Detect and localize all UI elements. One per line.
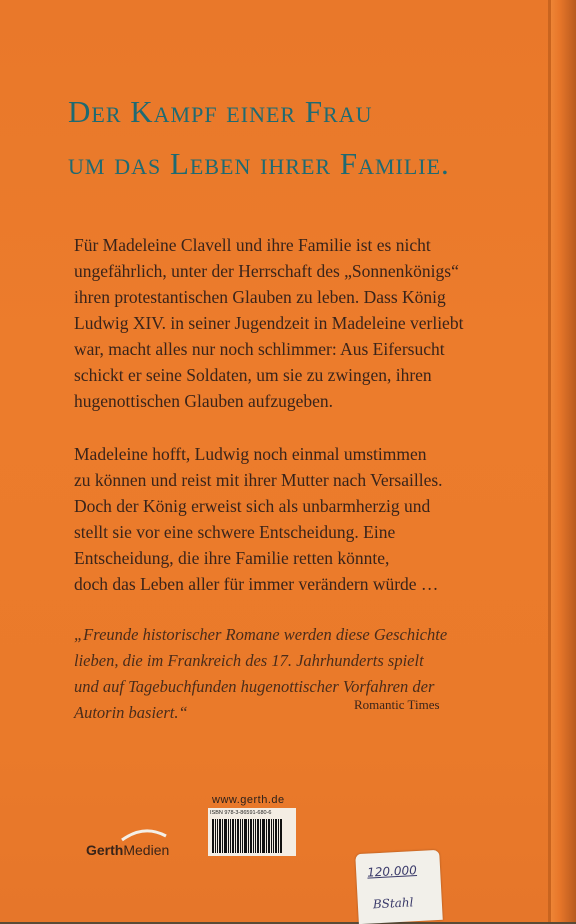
text-line: Ludwig XIV. in seiner Jugendzeit in Madeleine verliebt [74, 313, 464, 333]
review-quote [74, 622, 514, 726]
headline-line-1: Der Kampf einer Frau [68, 94, 373, 129]
price-sticker [355, 850, 443, 924]
text-line: Doch der König erweist sich als unbarmherzig und [74, 496, 431, 516]
text-line: schickt er seine Soldaten, um sie zu zwingen, ihren [74, 365, 432, 385]
text-line: war, macht alles nur noch schlimmer: Aus Eifersucht [74, 339, 445, 359]
publisher-name: GerthMedien [86, 842, 170, 858]
blurb-paragraph-1 [74, 232, 494, 414]
logo-swoosh-icon [120, 826, 168, 842]
headline [68, 86, 538, 190]
quote-line: „Freunde historischer Romane werden diese Geschichte [74, 625, 448, 644]
text-line: zu können und reist mit ihrer Mutter nach Versailles. [74, 470, 443, 490]
quote-line: lieben, die im Frankreich des 17. Jahrhunderts spielt [74, 651, 424, 670]
text-line: Madeleine hofft, Ludwig noch einmal umstimmen [74, 444, 427, 464]
headline-line-2: um das Leben ihrer Familie. [68, 146, 450, 181]
text-line: Für Madeleine Clavell und ihre Familie ist es nicht [74, 235, 431, 255]
text-line: hugenottischen Glauben aufzugeben. [74, 391, 334, 411]
quote-line: und auf Tagebuchfunden hugenottischer Vorfahren der [74, 677, 435, 696]
blurb-paragraph-2 [74, 441, 494, 597]
publisher-url: www.gerth.de [212, 794, 285, 806]
quote-line: Autorin basiert.“ [74, 703, 188, 722]
quote-source: Romantic Times [354, 697, 440, 712]
text-line: stellt sie vor eine schwere Entscheidung. Eine [74, 522, 396, 542]
text-line: ihren protestantischen Glauben zu leben. Dass König [74, 287, 446, 307]
text-line: Entscheidung, die ihre Familie retten könnte, [74, 548, 390, 568]
publisher-logo [86, 826, 206, 866]
book-spine [548, 0, 576, 922]
spine-edge [548, 0, 551, 922]
text-line: doch das Leben aller für immer verändern würde … [74, 574, 439, 594]
isbn-barcode [208, 808, 296, 856]
isbn-text: ISBN 978-3-86591-680-6 [210, 810, 272, 816]
handwritten-price: 120.000 [366, 863, 418, 880]
handwritten-note: BStahl [372, 895, 414, 912]
barcode-bars [212, 819, 292, 853]
text-line: ungefährlich, unter der Herrschaft des „Sonnenkönigs“ [74, 261, 459, 281]
